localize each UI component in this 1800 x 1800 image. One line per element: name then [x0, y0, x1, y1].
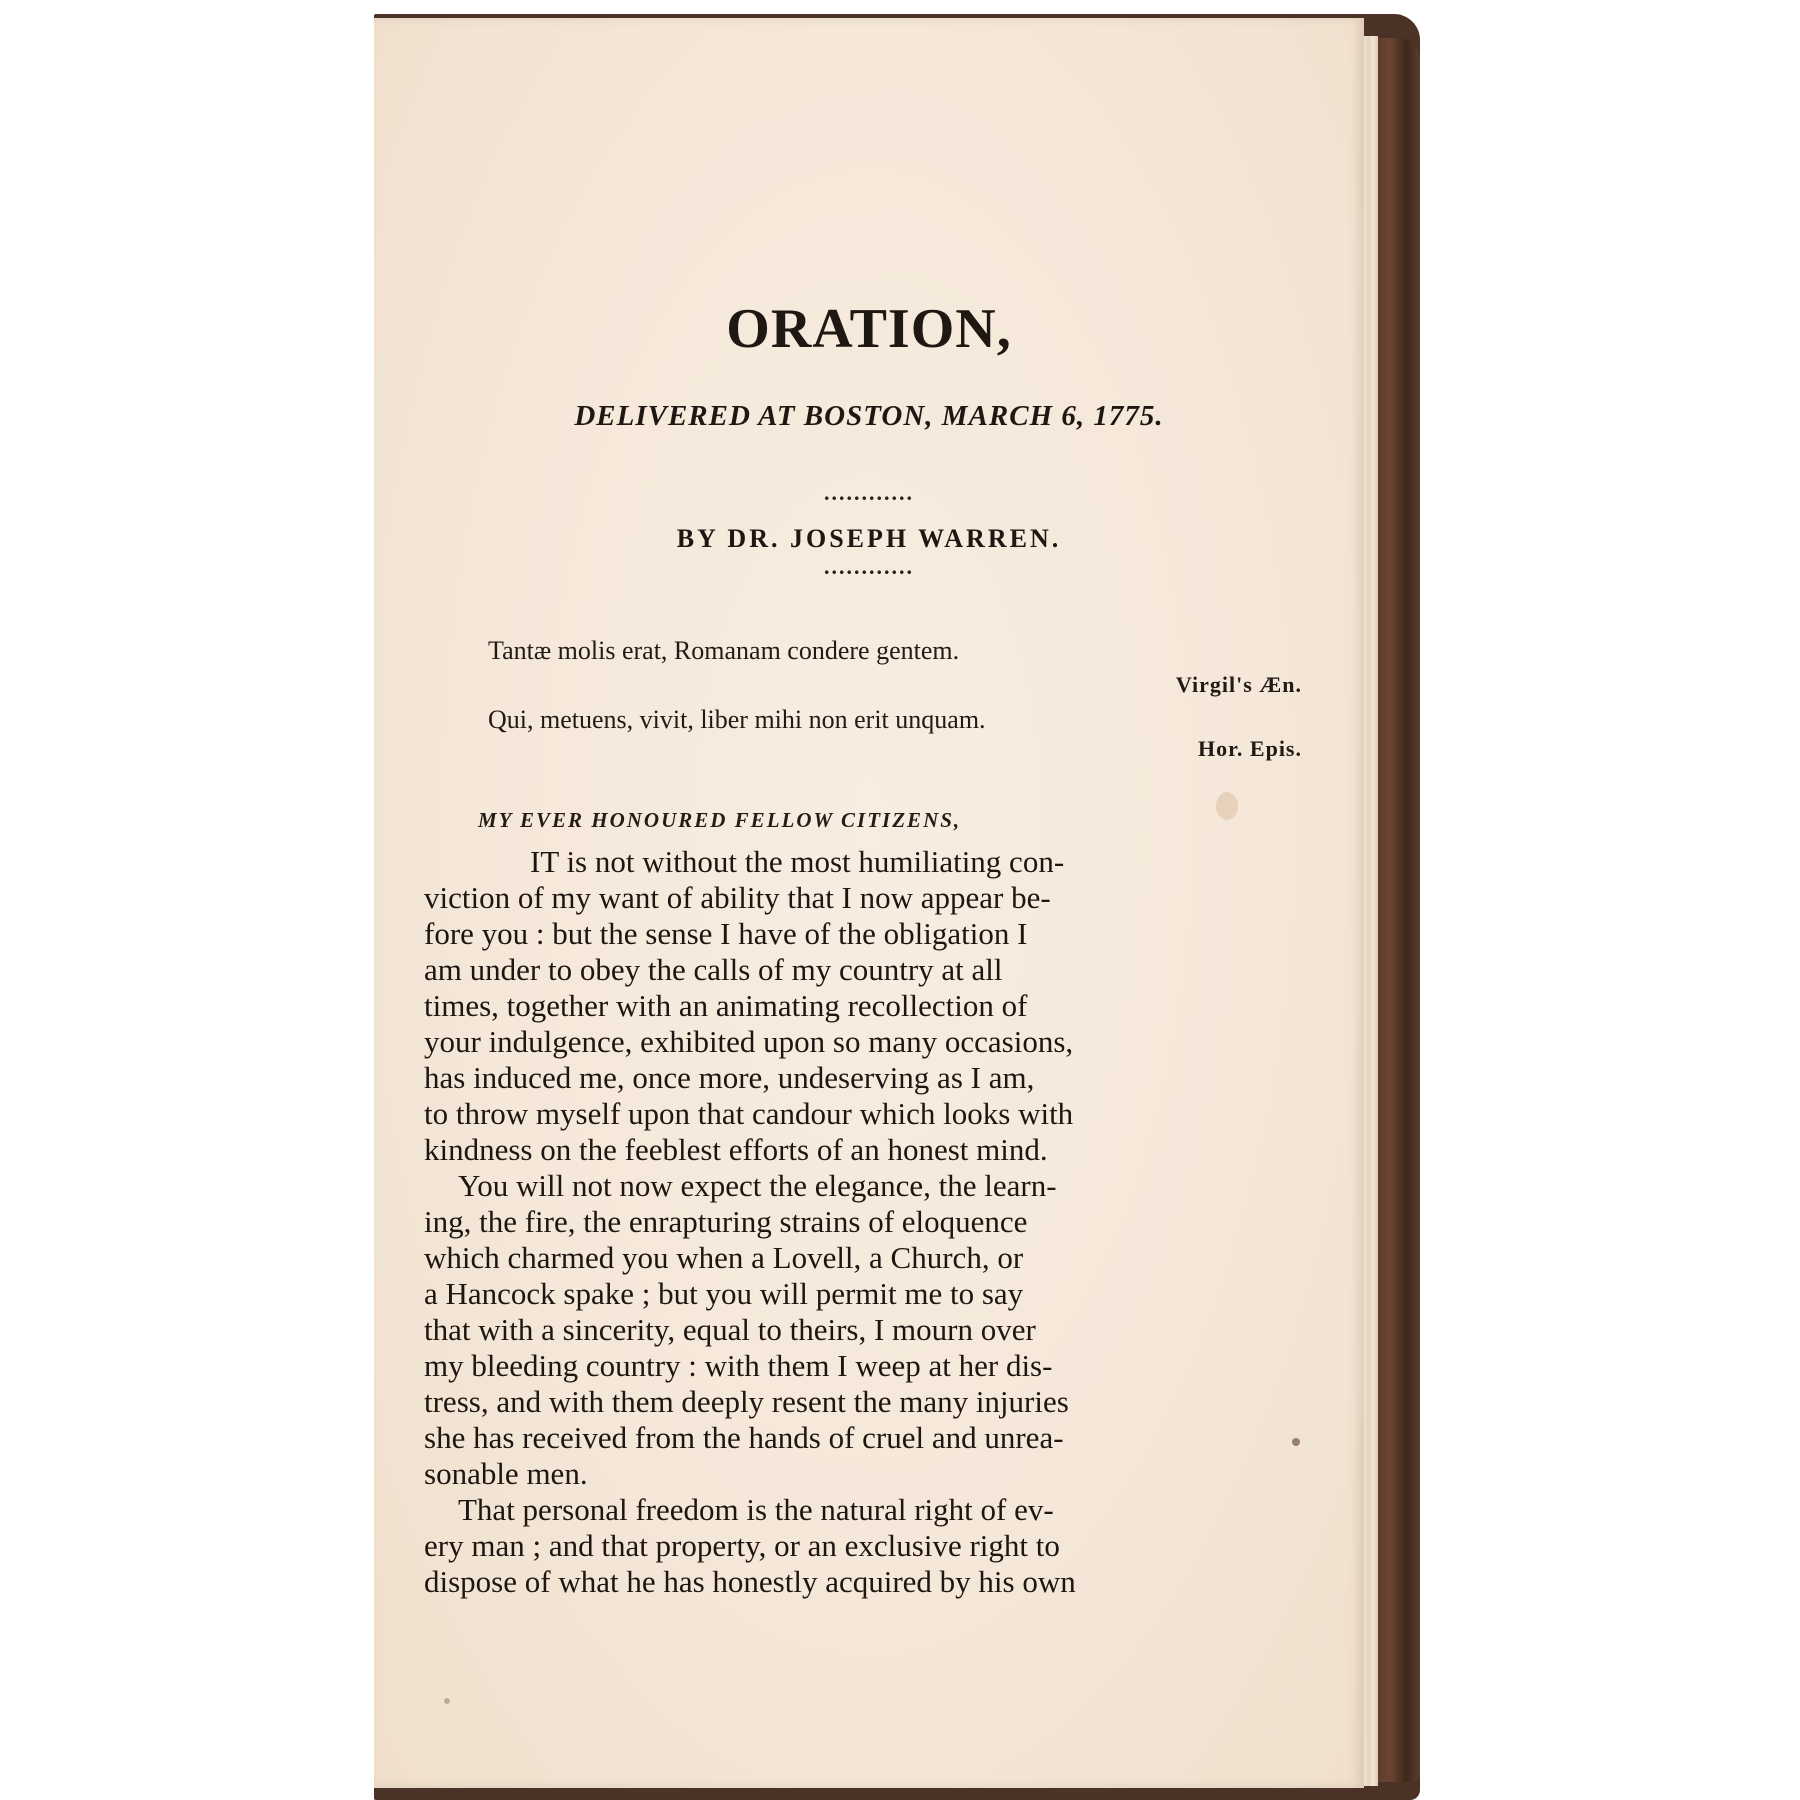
salutation: MY EVER HONOURED FELLOW CITIZENS, [478, 808, 962, 832]
page-edges [1364, 36, 1378, 1786]
epigraph-source-1: Virgil's Æn. [1175, 672, 1302, 697]
text-line: viction of my want of ability that I now appear be- [424, 880, 1051, 915]
text-line: You will not now expect the elegance, the learn- [458, 1168, 1057, 1203]
foxing-spot [444, 1698, 450, 1704]
text-line: tress, and with them deeply resent the many injuries [424, 1384, 1069, 1419]
text-line: IT is not without the most humiliating con- [530, 844, 1065, 879]
author-line: BY DR. JOSEPH WARREN. [676, 524, 1062, 553]
book-page [374, 18, 1364, 1788]
text-line: ery man ; and that property, or an exclusive right to [424, 1528, 1060, 1563]
foxing-spot [1216, 792, 1238, 820]
text-line: am under to obey the calls of my country at all [424, 952, 1003, 987]
text-line: That personal freedom is the natural right of ev- [458, 1492, 1054, 1527]
text-line: sonable men. [424, 1456, 588, 1491]
epigraph-quote-2: Qui, metuens, vivit, liber mihi non erit unquam. [488, 705, 986, 734]
text-line: fore you : but the sense I have of the obligation I [424, 916, 1028, 951]
text-line: which charmed you when a Lovell, a Church, or [424, 1240, 1024, 1275]
delivered-subtitle: DELIVERED AT BOSTON, MARCH 6, 1775. [574, 400, 1164, 432]
text-line: kindness on the feeblest efforts of an honest mind. [424, 1132, 1048, 1167]
book-spine-edge [1374, 38, 1420, 1782]
text-line: your indulgence, exhibited upon so many occasions, [424, 1024, 1074, 1059]
epigraph-quote-1: Tantæ molis erat, Romanam condere gentem. [488, 636, 960, 665]
text-line: she has received from the hands of cruel and unrea- [424, 1420, 1064, 1455]
foxing-spot [1292, 1438, 1300, 1446]
text-line: dispose of what he has honestly acquired by his own [424, 1564, 1076, 1599]
text-line: to throw myself upon that candour which looks with [424, 1096, 1074, 1131]
separator-bottom: ............ [824, 554, 914, 579]
epigraph-source-2: Hor. Epis. [1198, 736, 1302, 761]
text-line: ing, the fire, the enrapturing strains of eloquence [424, 1204, 1028, 1239]
separator-top: ............ [824, 480, 914, 505]
text-line: that with a sincerity, equal to theirs, I mourn over [424, 1312, 1036, 1347]
text-line: a Hancock spake ; but you will permit me to say [424, 1276, 1024, 1311]
text-line: has induced me, once more, undeserving as I am, [424, 1060, 1035, 1095]
text-line: my bleeding country : with them I weep at her dis- [424, 1348, 1053, 1383]
book [374, 14, 1420, 1800]
page-title: ORATION, [726, 298, 1012, 360]
body-text [424, 844, 1204, 1600]
text-line: times, together with an animating recollection of [424, 988, 1028, 1023]
